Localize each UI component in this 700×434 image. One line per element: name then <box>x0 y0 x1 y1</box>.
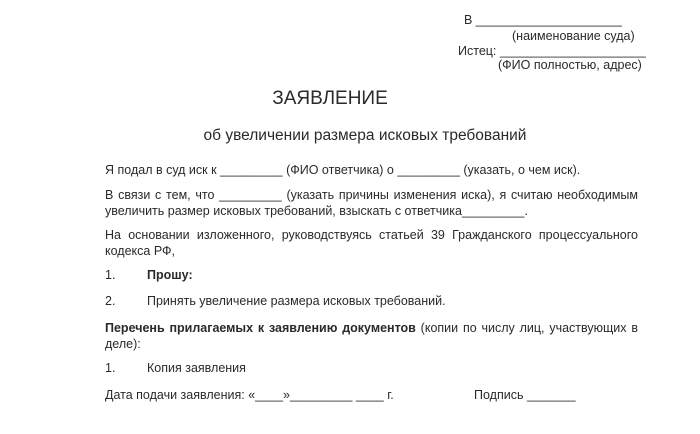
list-item-number: 1. <box>105 268 116 282</box>
date-line: Дата подачи заявления: «____»_________ ____ г. <box>105 388 394 402</box>
list-item-accept: Принять увеличение размера исковых требований. <box>147 294 446 308</box>
plaintiff-hint: (ФИО полностью, адрес) <box>498 58 642 72</box>
paragraph-basis: На основании изложенного, руководствуясь статьей 39 Гражданского процессуального кодекса РФ, <box>105 228 638 258</box>
document-subtitle: об увеличении размера исковых требований <box>203 127 527 144</box>
list-item-number: 2. <box>105 294 116 308</box>
attachments-heading-bold: Перечень прилагаемых к заявлению документов <box>105 321 416 335</box>
paragraph-claim: Я подал в суд иск к _________ (ФИО ответчика) о _________ (указать, о чем иск). <box>105 163 581 177</box>
signature-line: Подпись _______ <box>474 388 576 402</box>
document-title: ЗАЯВЛЕНИЕ <box>272 88 388 109</box>
attachments-heading-rest: (копии по числу лиц, участвующих в деле): <box>105 321 638 351</box>
attachment-item-number: 1. <box>105 361 116 375</box>
list-item-request: Прошу: <box>147 268 193 282</box>
attachments-heading <box>105 320 638 352</box>
court-hint: (наименование суда) <box>512 29 635 43</box>
plaintiff-line: Истец: _____________________ <box>458 44 646 58</box>
court-line: В _____________________ <box>464 13 622 27</box>
attachment-item-text: Копия заявления <box>147 361 246 375</box>
paragraph-reason: В связи с тем, что _________ (указать причины изменения иска), я считаю необходимым увеличить размер исковых требований, взыскать с ответчика_________. <box>105 188 638 218</box>
